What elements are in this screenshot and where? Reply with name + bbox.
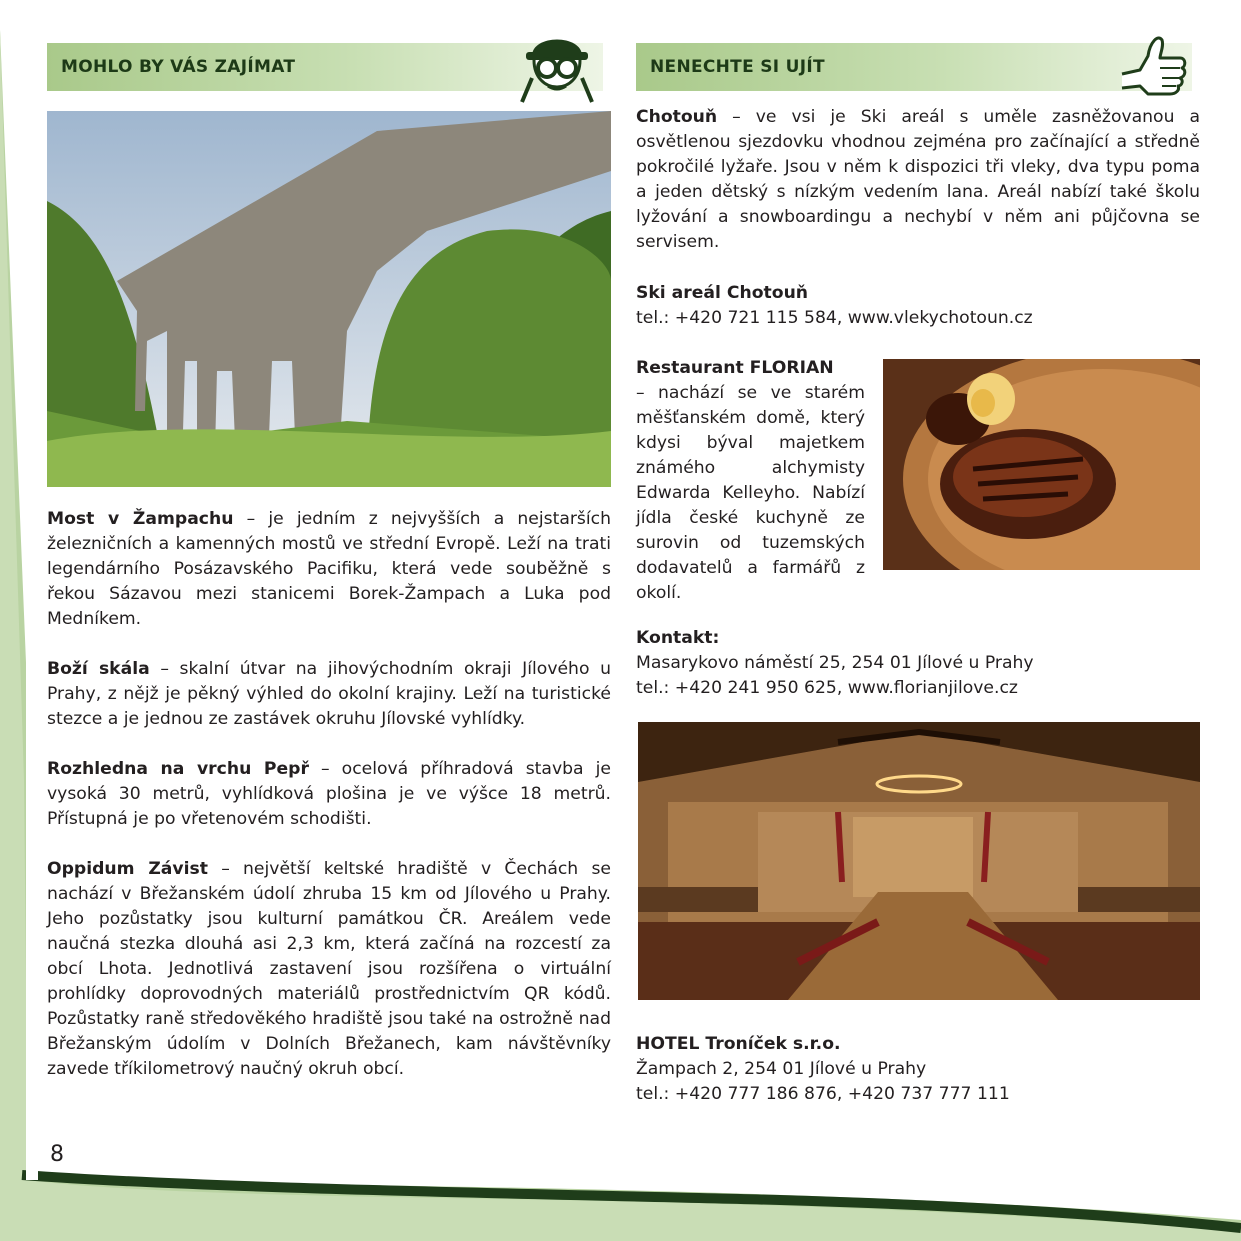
page-edge-cover: [26, 100, 38, 1180]
hotel-title: HOTEL Troníček s.r.o.: [636, 1034, 841, 1054]
list-item: [47, 857, 611, 1082]
item-text: – je jedním z nejvyšších a nejstarších železničních a kamenných mostů ve střední Evropě. Leží na trati legendárního Posázavského Pacifiku, která vede souběžně s řekou Sázavou mezi stanicemi Borek-Žampach a Luka pod Medníkem.: [47, 509, 611, 629]
hotel-block: [636, 1032, 1200, 1107]
item-title: Oppidum Závist: [47, 859, 208, 879]
binoculars-kid-icon: [512, 26, 602, 104]
section-heading-right: [636, 43, 1192, 91]
chotoun-text: – ve vsi je Ski areál s uměle zasněžovanou a osvětlenou sjezdovku vhodnou zejména pro začínající a středně pokročilé lyžaře. Jsou v něm k dispozici tři vleky, dva typu poma a jeden dětský s nízkým vedením lana. Areál nabízí také školu lyžování a snowboardingu a nechybí v něm ani půjčovna se servisem.: [636, 107, 1200, 252]
kontakt-title: Kontakt:: [636, 628, 720, 648]
florian-title: Restaurant FLORIAN: [636, 358, 834, 378]
page-number: 8: [50, 1142, 64, 1167]
viaduct-photo: [47, 111, 611, 487]
chotoun-paragraph: [636, 105, 1200, 255]
list-item: [47, 657, 611, 732]
steak-photo: [883, 359, 1200, 570]
section-heading-right-label: NENECHTE SI UJÍT: [650, 57, 825, 77]
florian-block: [636, 356, 865, 606]
item-text: – ocelová příhradová stavba je vysoká 30 metrů, vyhlídková plošina je ve výšce 18 metrů. Přístupná je po vřetenovém schodišti.: [47, 759, 611, 829]
florian-text: – nachází se ve starém měšťanském domě, který kdysi býval majetkem známého alchymisty Edwarda Kelleyho. Nabízí jídla české kuchyně ze surovin od tuzemských dodavatelů a farmářů z okolí.: [636, 383, 865, 603]
item-title: Boží skála: [47, 659, 150, 679]
section-heading-left-label: MOHLO BY VÁS ZAJÍMAT: [61, 57, 296, 77]
left-items: [47, 507, 611, 1082]
hotel-address: Žampach 2, 254 01 Jílové u Prahy: [636, 1059, 927, 1079]
hotel-contact: tel.: +420 777 186 876, +420 737 777 111: [636, 1084, 1010, 1104]
item-title: Most v Žampachu: [47, 509, 234, 529]
chotoun-title: Chotouň: [636, 107, 718, 127]
item-text: – skalní útvar na jihovýchodním okraji Jílového u Prahy, z nějž je pěkný výhled do okolní krajiny. Leží na turistické stezce a je jednou ze zastávek okruhu Jílovské vyhlídky.: [47, 659, 611, 729]
list-item: [47, 757, 611, 832]
list-item: [47, 507, 611, 632]
item-text: – největší keltské hradiště v Čechách se nachází v Břežanském údolí zhruba 15 km od Jílového u Prahy. Jeho pozůstatky jsou kulturní památkou ČR. Areálem vede naučná stezka dlouhá asi 2,3 km, která začíná na rozcestí za obcí Lhota. Jednotlivá zastavení jsou rozšířena o virtuální prohlídky doprovodných materiálů prostřednictvím QR kódů. Pozůstatky raně středověkého hradiště jsou také na ostrožně nad Břežanským údolím v Dolních Břežanech, kam návštěvníky zavede tříkilometrový naučný okruh obcí.: [47, 859, 611, 1079]
hotel-hall-photo: [638, 722, 1200, 1000]
ski-title: Ski areál Chotouň: [636, 283, 809, 303]
kontakt-address: Masarykovo náměstí 25, 254 01 Jílové u Prahy: [636, 653, 1034, 673]
thumbs-up-icon: [1118, 30, 1190, 98]
item-title: Rozhledna na vrchu Pepř: [47, 759, 309, 779]
kontakt-block: [636, 626, 1200, 701]
ski-block: [636, 281, 1200, 331]
kontakt-contact: tel.: +420 241 950 625, www.florianjilove.cz: [636, 678, 1018, 698]
ski-contact: tel.: +420 721 115 584, www.vlekychotoun.cz: [636, 308, 1033, 328]
